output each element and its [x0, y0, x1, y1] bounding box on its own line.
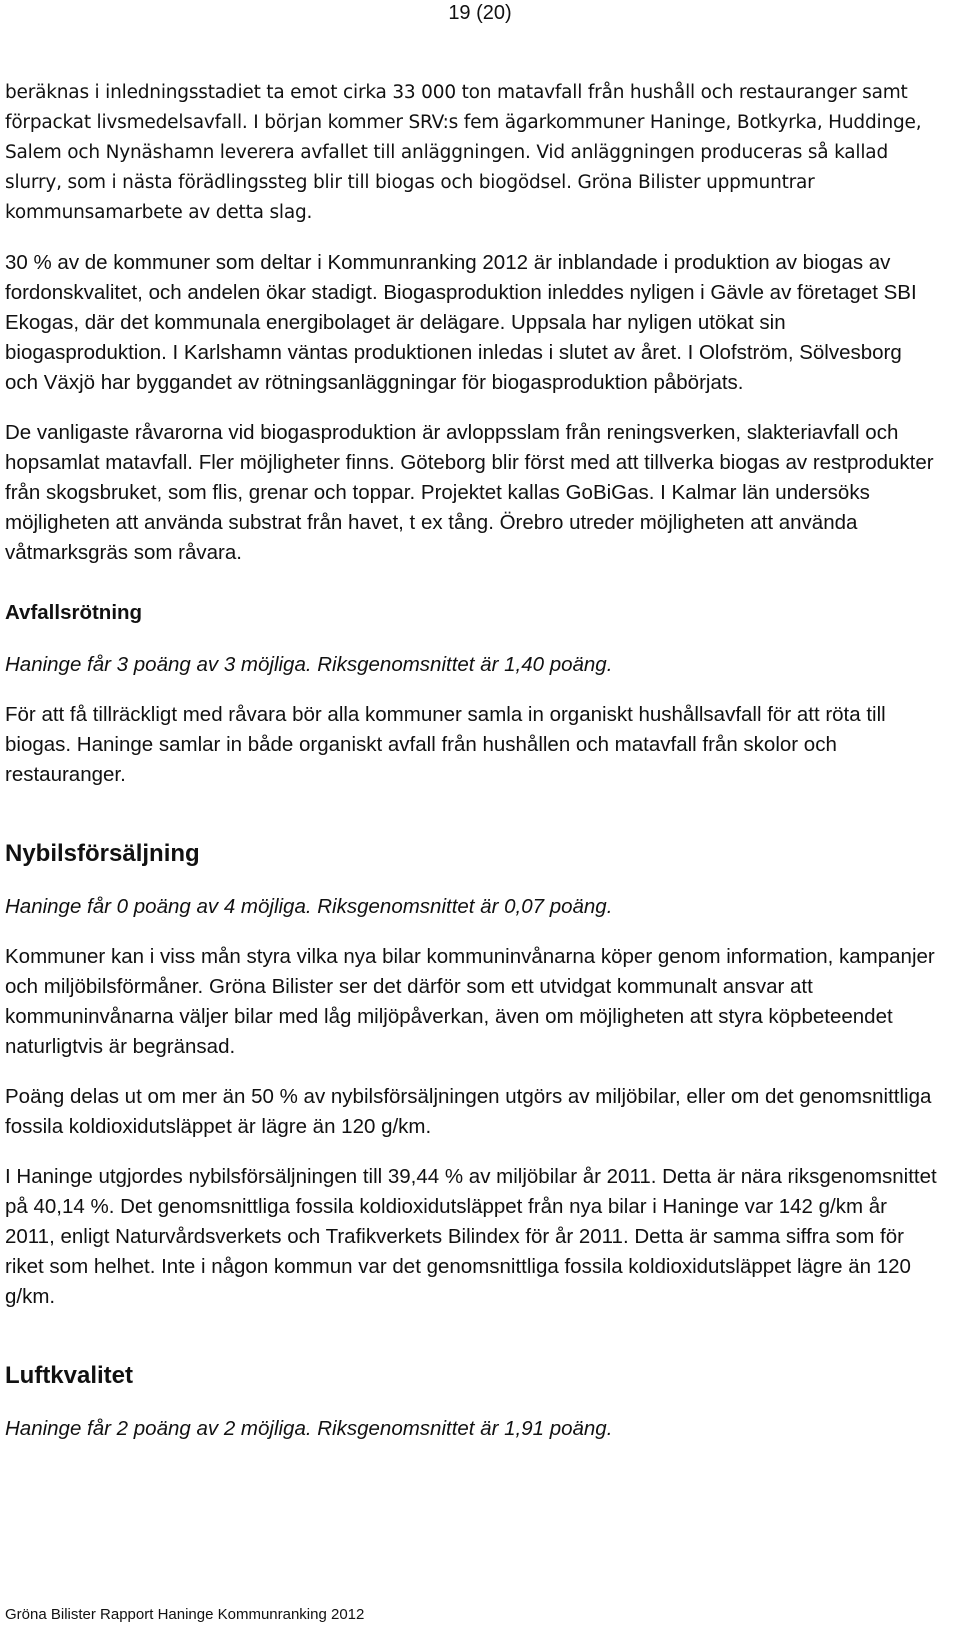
paragraph-raw-materials: De vanligaste råvarorna vid biogasproduktion är avloppsslam från reningsverken, slakteriavfall och hopsamlat matavfall. Fler möjligheter finns. Göteborg blir först med att tillverka biogas av restprodukter från skogsbruket, som flis, grenar och toppar. Projektet kallas GoBiGas. I Kalmar län undersöks möjligheten att använda substrat från havet, t ex tång. Örebro utreder möjligheten att använda våtmarksgräs som råvara.	[5, 421, 934, 564]
paragraph-biogas-production: 30 % av de kommuner som deltar i Kommunranking 2012 är inblandade i produktion av biogas av fordonskvalitet, och andelen ökar stadigt. Biogasproduktion inleddes nyligen i Gävle av företaget SBI Ekogas, där det kommunala energibolaget är delägare. Uppsala har nyligen utökat sin biogasproduktion. I Karlshamn väntas produktionen inledas i slutet av året. I Olofström, Sölvesborg och Växjö har byggandet av rötningsanläggningar för biogasproduktion påbörjats.	[5, 251, 917, 394]
paragraph-avfallsrotning: För att få tillräckligt med råvara bör alla kommuner samla in organiskt hushållsavfall för att röta till biogas. Haninge samlar in både organiskt avfall från hushållen och matavfall från skolor och restauranger.	[5, 703, 886, 786]
document-body	[5, 78, 940, 1444]
paragraph-nybilsforsaljning-3: I Haninge utgjordes nybilsförsäljningen till 39,44 % av miljöbilar år 2011. Detta är nära riksgenomsnittet på 40,14 %. Det genomsnittliga fossila koldioxidutsläppet från nya bilar i Haninge var 142 g/km år 2011, enligt Naturvårdsverkets och Trafikverkets Bilindex för år 2011. Detta är samma siffra som för riket som helhet. Inte i någon kommun var det genomsnittliga fossila koldioxidutsläppet lägre än 120 g/km.	[5, 1165, 937, 1308]
heading-luftkvalitet: Luftkvalitet	[5, 1362, 134, 1389]
score-luftkvalitet: Haninge får 2 poäng av 2 möjliga. Riksgenomsnittet är 1,91 poäng.	[5, 1417, 613, 1440]
heading-avfallsrotning: Avfallsrötning	[5, 601, 143, 624]
score-nybilsforsaljning: Haninge får 0 poäng av 4 möjliga. Riksgenomsnittet är 0,07 poäng.	[5, 895, 613, 918]
score-avfallsrotning: Haninge får 3 poäng av 3 möjliga. Riksgenomsnittet är 1,40 poäng.	[5, 653, 613, 676]
paragraph-nybilsforsaljning-1: Kommuner kan i viss mån styra vilka nya bilar kommuninvånarna köper genom information, kampanjer och miljöbilsförmåner. Gröna Bilister ser det därför som ett utvidgat kommunalt ansvar att kommuninvånarna väljer bilar med låg miljöpåverkan, även om möjligheten att styra köpbeteendet naturligtvis är begränsad.	[5, 945, 935, 1058]
footer-text: Gröna Bilister Rapport Haninge Kommunranking 2012	[5, 1606, 365, 1623]
heading-nybilsforsaljning: Nybilsförsäljning	[5, 840, 200, 867]
paragraph-biogas-facility: beräknas i inledningsstadiet ta emot cirka 33 000 ton matavfall från hushåll och restauranger samt förpackat livsmedelsavfall. I början kommer SRV:s fem ägarkommuner Haninge, Botkyrka, Huddinge, Salem och Nynäshamn leverera avfallet till anläggningen. Vid anläggningen produceras så kallad slurry, som i nästa förädlingssteg blir till biogas och biogödsel. Gröna Bilister uppmuntrar kommunsamarbete av detta slag.	[5, 82, 922, 223]
paragraph-nybilsforsaljning-2: Poäng delas ut om mer än 50 % av nybilsförsäljningen utgörs av miljöbilar, eller om det genomsnittliga fossila koldioxidutsläppet är lägre än 120 g/km.	[5, 1085, 932, 1138]
page-number: 19 (20)	[448, 2, 512, 24]
